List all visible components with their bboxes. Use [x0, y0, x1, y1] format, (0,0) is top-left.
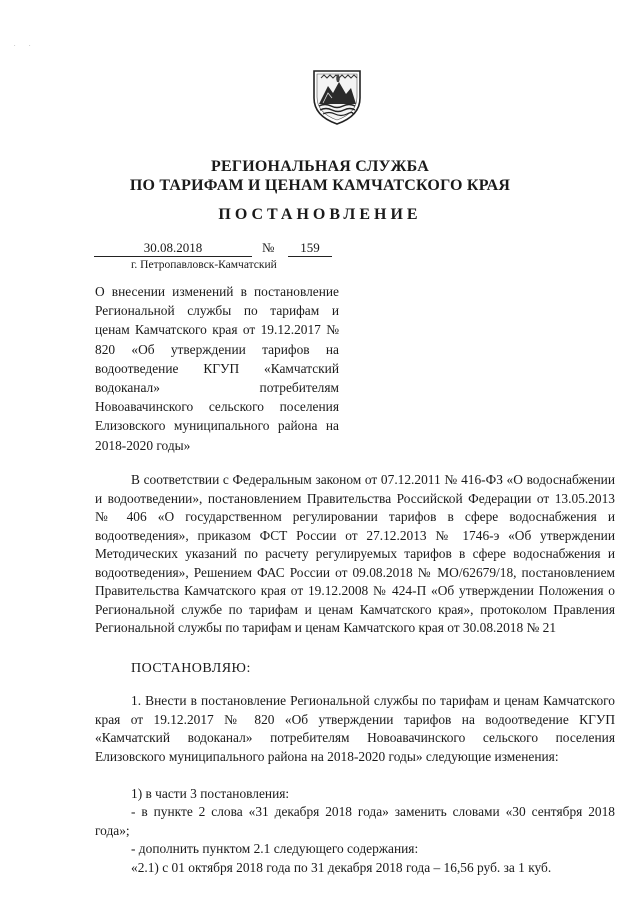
- item-1-paragraph: 1. Внести в постановление Региональной службы по тарифам и ценам Камчатского края от 19.12.2017 № 820 «Об утверждении тарифов на водоотведение КГУП «Камчатский водоканал» потребителям Новоавачинского сельского поселения Елизовского муниципального района на 2018-2020 годы» следующие изменения:: [95, 693, 615, 764]
- city: г. Петропавловск-Камчатский: [131, 259, 277, 271]
- item-1-subitem-1: 1) в части 3 постановления:: [131, 786, 290, 801]
- number-label: №: [262, 240, 275, 255]
- item-1-subitem-3: - дополнить пунктом 2.1 следующего содержания:: [131, 841, 419, 856]
- preamble-paragraph: В соответствии с Федеральным законом от 07.12.2011 № 416-ФЗ «О водоснабжении и водоотведении», постановлением Правительства Российской Федерации от 13.05.2013 № 406 «О государственном регулировании тарифов в сфере водоснабжения и водоотведения», приказом ФСТ России от 27.12.2013 № 1746-э «Об утверждении Методических указаний по расчету регулируемых тарифов в сфере водоснабжения и водоотведения», Решением ФАС России от 09.08.2018 № МО/62679/18, постановлением Правительства Камчатского края от 19.12.2008 № 424-П «Об утверждении Положения о Региональной службе по тарифам и ценам Камчатского края», протоколом Правления Региональной службы по тарифам и ценам Камчатского края от 30.08.2018 № 21: [95, 472, 615, 635]
- org-name-line-1: РЕГИОНАЛЬНАЯ СЛУЖБА: [211, 158, 429, 175]
- document-type: ПОСТАНОВЛЕНИЕ: [218, 206, 422, 223]
- org-name-line-2: ПО ТАРИФАМ И ЦЕНАМ КАМЧАТСКОГО КРАЯ: [129, 177, 511, 194]
- resolve-heading: ПОСТАНОВЛЯЮ:: [131, 661, 251, 676]
- document-subject: О внесении изменений в постановление Региональной службы по тарифам и ценам Камчатского края от 19.12.2017 № 820 «Об утверждении тарифов на водоотведение КГУП «Камчатский водоканал» потребителям Новоавачинского сельского поселения Елизовского муниципального района на 2018-2020 годы»: [95, 284, 339, 453]
- item-1-subitem-2: - в пункте 2 слова «31 декабря 2018 года» заменить словами «30 сентября 2018 года»;: [95, 804, 615, 838]
- kamchatka-coat-of-arms-icon: [311, 68, 363, 126]
- document-number: 159: [288, 240, 332, 257]
- document-date: 30.08.2018: [94, 240, 252, 257]
- scan-specks: . .: [14, 42, 37, 48]
- item-1-subitem-4: «2.1) с 01 октября 2018 года по 31 декабря 2018 года – 16,56 руб. за 1 куб.: [131, 860, 552, 875]
